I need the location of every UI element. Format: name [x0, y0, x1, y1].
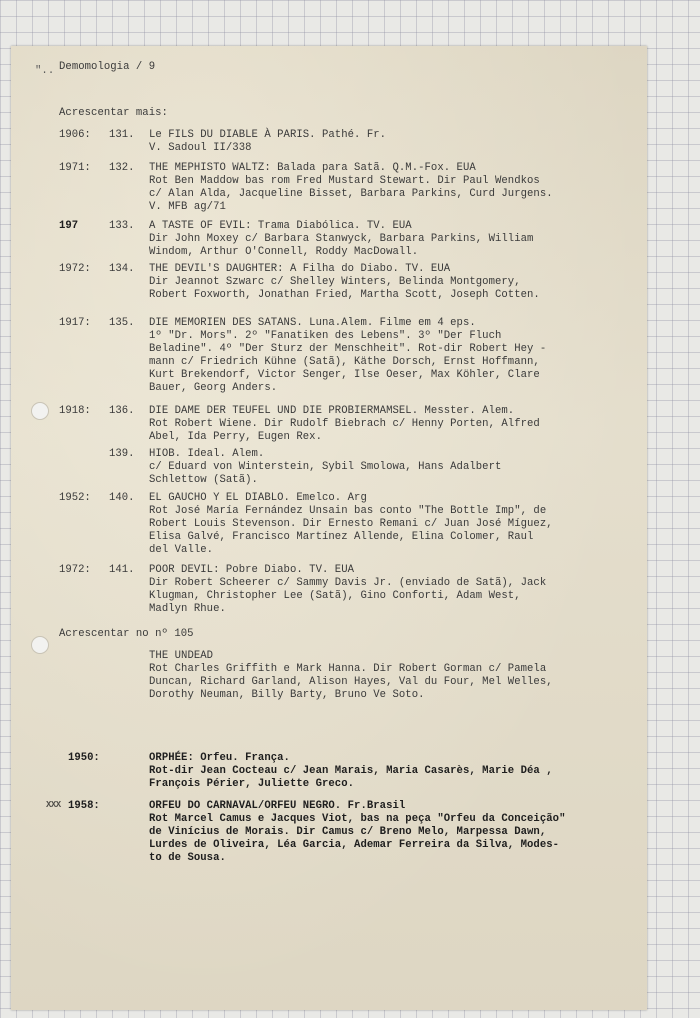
entry-text: [149, 162, 553, 214]
entry-text: [149, 220, 533, 259]
undead-entry: [149, 650, 553, 702]
entry-line: Madlyn Rhue.: [149, 603, 226, 615]
entry-line: Duncan, Richard Garland, Alison Hayes, Val du Four, Mel Welles,: [149, 676, 553, 688]
page-header: Demomologia / 9: [59, 61, 156, 73]
entry-year: 1972:: [59, 263, 91, 275]
entry-line: Rot-dir Jean Cocteau c/ Jean Marais, Maria Casarès, Marie Déa ,: [149, 765, 553, 777]
entry-line: Dir John Moxey c/ Barbara Stanwyck, Barbara Parkins, William: [149, 233, 534, 245]
entry-line: Dir Jeannot Szwarc c/ Shelley Winters, Belinda Montgomery,: [149, 276, 521, 288]
entry-year: 1971:: [59, 162, 91, 174]
header-marks: "..: [35, 65, 55, 77]
entry-line: THE UNDEAD: [149, 650, 214, 662]
overstrike-mark: XXX: [46, 800, 61, 810]
entry-year: 1950:: [68, 752, 100, 764]
entry-line: Lurdes de Oliveira, Léa Garcia, Ademar Ferreira da Silva, Modes-: [149, 839, 560, 851]
entry-line: Rot Marcel Camus e Jacques Viot, bas na peça "Orfeu da Conceição": [149, 813, 566, 825]
entry-number: 139.: [109, 448, 135, 460]
entry-text: [149, 752, 553, 791]
entry-year: 197: [59, 220, 79, 232]
entry-line: Dir Robert Scheerer c/ Sammy Davis Jr. (enviado de Satã), Jack: [149, 577, 547, 589]
entry-year: 1918:: [59, 405, 91, 417]
entry-line: mann c/ Friedrich Kühne (Satã), Käthe Dorsch, Ernst Hoffmann,: [149, 356, 540, 368]
entry-line: Windom, Arthur O'Connell, Roddy MacDowall.: [149, 246, 419, 258]
entry-line: c/ Alan Alda, Jacqueline Bisset, Barbara Parkins, Curd Jurgens.: [149, 188, 553, 200]
entry-line: de Vinícius de Morais. Dir Camus c/ Breno Melo, Marpessa Dawn,: [149, 826, 547, 838]
entry-number: 136.: [109, 405, 135, 417]
section-heading: Acrescentar mais:: [59, 107, 168, 119]
entry-line: 1º "Dr. Mors". 2º "Fanatiken des Lebens". 3º "Der Fluch: [149, 330, 502, 342]
entry-line: Rot Charles Griffith e Mark Hanna. Dir Robert Gorman c/ Pamela: [149, 663, 547, 675]
entry-line: THE DEVIL'S DAUGHTER: A Filha do Diabo. TV. EUA: [149, 263, 451, 275]
entry-line: Robert Foxworth, Jonathan Fried, Martha Scott, Joseph Cotten.: [149, 289, 540, 301]
entry-line: V. Sadoul II/338: [149, 142, 252, 154]
entry-line: POOR DEVIL: Pobre Diabo. TV. EUA: [149, 564, 355, 576]
entry-year: 1917:: [59, 317, 91, 329]
entry-number: 140.: [109, 492, 135, 504]
entry-line: THE MEPHISTO WALTZ: Balada para Satã. Q.M.-Fox. EUA: [149, 162, 476, 174]
punch-hole: [31, 402, 49, 420]
entry-line: Dorothy Neuman, Billy Barty, Bruno Ve Soto.: [149, 689, 425, 701]
entry-text: [149, 800, 565, 865]
entry-number: 131.: [109, 129, 135, 141]
entry-text: [149, 317, 546, 395]
entry-line: Bauer, Georg Anders.: [149, 382, 278, 394]
entry-year: 1906:: [59, 129, 91, 141]
entry-year: 1972:: [59, 564, 91, 576]
entry-line: Elisa Galvé, Francisco Martínez Allende, Elina Colomer, Raul: [149, 531, 534, 543]
entry-text: [149, 492, 553, 557]
entry-line: A TASTE OF EVIL: Trama Diabólica. TV. EUA: [149, 220, 412, 232]
entry-line: Abel, Ida Perry, Eugen Rex.: [149, 431, 322, 443]
entry-line: Beladine". 4º "Der Sturz der Menschheit". Rot-dir Robert Hey -: [149, 343, 547, 355]
entry-line: ORPHÉE: Orfeu. França.: [149, 752, 290, 764]
entry-line: del Valle.: [149, 544, 214, 556]
entry-line: HIOB. Ideal. Alem.: [149, 448, 265, 460]
entry-line: to de Sousa.: [149, 852, 226, 864]
entry-line: DIE DAME DER TEUFEL UND DIE PROBIERMAMSEL. Messter. Alem.: [149, 405, 515, 417]
entry-text: [149, 564, 546, 616]
entry-line: Le FILS DU DIABLE À PARIS. Pathé. Fr.: [149, 129, 387, 141]
entry-line: François Périer, Juliette Greco.: [149, 778, 355, 790]
entry-line: Kurt Brekendorf, Victor Senger, Ilse Oeser, Max Köhler, Clare: [149, 369, 540, 381]
entry-line: Rot Robert Wiene. Dir Rudolf Biebrach c/ Henny Porten, Alfred: [149, 418, 540, 430]
entry-line: c/ Eduard von Winterstein, Sybil Smolowa, Hans Adalbert: [149, 461, 502, 473]
entry-line: Robert Louis Stevenson. Dir Ernesto Remani c/ Juan José Míguez,: [149, 518, 553, 530]
entry-line: ORFEU DO CARNAVAL/ORFEU NEGRO. Fr.Brasil: [149, 800, 406, 812]
entry-number: 134.: [109, 263, 135, 275]
entry-number: 135.: [109, 317, 135, 329]
section-heading: Acrescentar no nº 105: [59, 628, 194, 640]
entry-line: Rot Ben Maddow bas rom Fred Mustard Stewart. Dir Paul Wendkos: [149, 175, 540, 187]
entry-text: [149, 405, 540, 444]
entry-text: [149, 129, 386, 155]
entry-line: Rot José María Fernández Unsain bas conto "The Bottle Imp", de: [149, 505, 547, 517]
entry-line: EL GAUCHO Y EL DIABLO. Emelco. Arg: [149, 492, 367, 504]
entry-number: 132.: [109, 162, 135, 174]
entry-text: [149, 263, 540, 302]
entry-year: 1952:: [59, 492, 91, 504]
entry-line: Schlettow (Satã).: [149, 474, 258, 486]
punch-hole: [31, 636, 49, 654]
entry-line: DIE MEMORIEN DES SATANS. Luna.Alem. Filme em 4 eps.: [149, 317, 476, 329]
entry-number: 133.: [109, 220, 135, 232]
entry-line: V. MFB ag/71: [149, 201, 226, 213]
entry-line: Klugman, Christopher Lee (Satã), Gino Conforti, Adam West,: [149, 590, 521, 602]
entry-text: [149, 448, 501, 487]
entry-number: 141.: [109, 564, 135, 576]
entry-year: 1958:: [68, 800, 100, 812]
